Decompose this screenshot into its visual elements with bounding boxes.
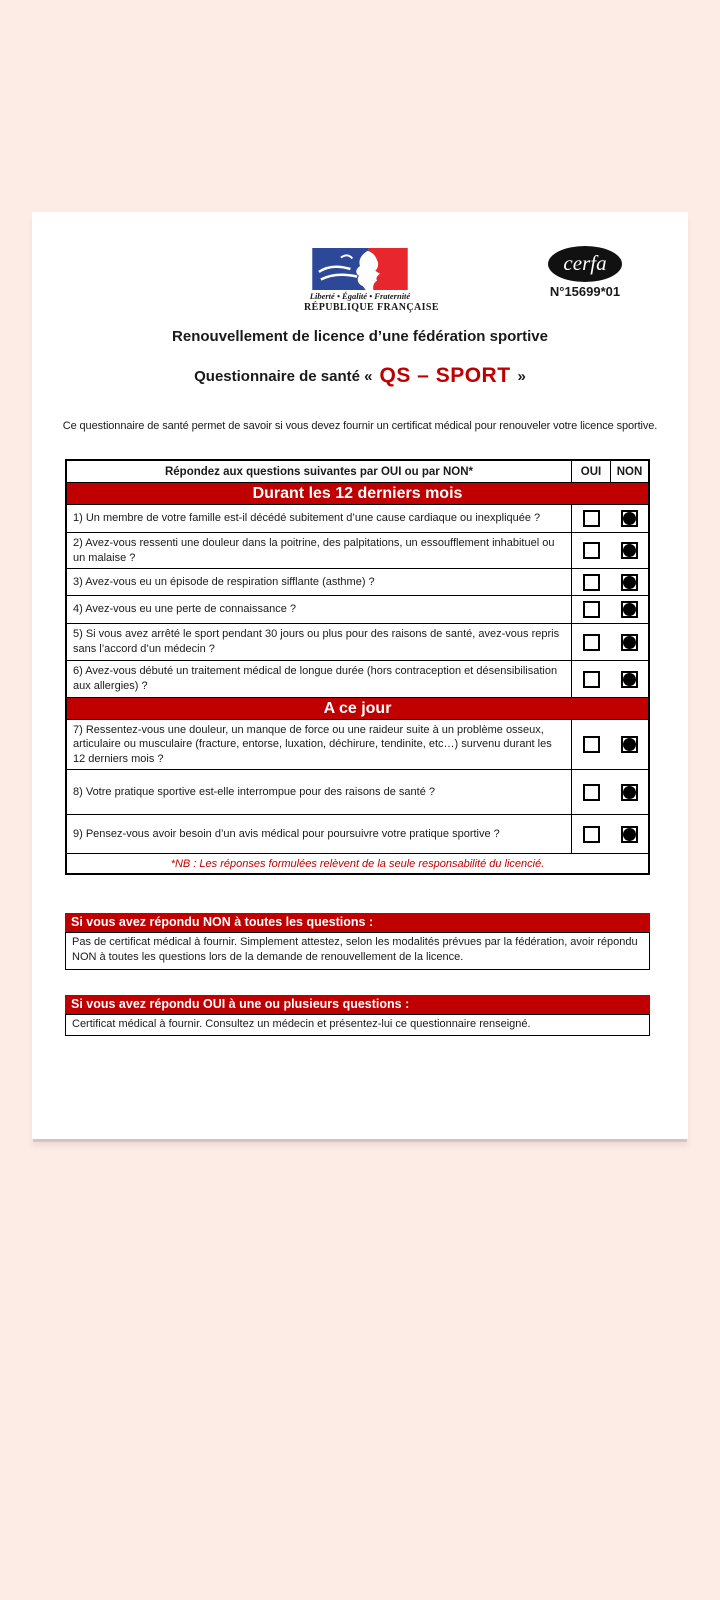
question-text: 9) Pensez-vous avoir besoin d’un avis médical pour poursuivre votre pratique sportive ? xyxy=(73,827,500,840)
checkbox-oui-q8[interactable] xyxy=(583,784,600,801)
question-text: 3) Avez-vous eu un épisode de respiration sifflante (asthme) ? xyxy=(73,575,375,588)
check-dot-icon xyxy=(623,544,636,557)
column-header-non: NON xyxy=(610,461,648,482)
result-oui-title: Si vous avez répondu OUI à une ou plusieurs questions : xyxy=(65,995,650,1014)
answer-cells xyxy=(571,815,648,853)
checkbox-oui-q1[interactable] xyxy=(583,510,600,527)
checkbox-non-q6[interactable] xyxy=(621,671,638,688)
republique-motto: Liberté • Égalité • Fraternité xyxy=(309,291,411,301)
question-text: 8) Votre pratique sportive est-elle interrompue pour des raisons de santé ? xyxy=(73,785,435,798)
result-oui-body: Certificat médical à fournir. Consultez un médecin et présentez-lui ce questionnaire renseigné. xyxy=(65,1014,650,1036)
question-text: 6) Avez-vous débuté un traitement médical de longue durée (hors contraception et désensibilisation aux allergies) ? xyxy=(73,665,558,692)
answer-cells xyxy=(571,720,648,769)
page-subtitle xyxy=(32,364,688,388)
cerfa-logo-text: cerfa xyxy=(563,250,607,275)
result-box-oui xyxy=(65,995,650,1036)
subtitle-highlight: QS – SPORT xyxy=(379,364,511,387)
check-dot-icon xyxy=(623,636,636,649)
checkbox-oui-q9[interactable] xyxy=(583,826,600,843)
check-dot-icon xyxy=(623,673,636,686)
marianne-flag-icon xyxy=(312,248,408,290)
table-footnote: *NB : Les réponses formulées relèvent de la seule responsabilité du licencié. xyxy=(67,853,648,873)
checkbox-non-q5[interactable] xyxy=(621,634,638,651)
table-row xyxy=(67,532,648,568)
page-title: Renouvellement de licence d’une fédération sportive xyxy=(172,328,548,345)
table-row xyxy=(67,623,648,660)
check-dot-icon xyxy=(623,576,636,589)
checkbox-oui-q4[interactable] xyxy=(583,601,600,618)
table-row xyxy=(67,719,648,769)
checkbox-non-q7[interactable] xyxy=(621,736,638,753)
cerfa-logo-icon xyxy=(548,246,622,282)
check-dot-icon xyxy=(623,828,636,841)
result-box-non xyxy=(65,913,650,970)
checkbox-oui-q2[interactable] xyxy=(583,542,600,559)
column-header-oui: OUI xyxy=(571,461,610,482)
table-row xyxy=(67,595,648,623)
question-text: 5) Si vous avez arrêté le sport pendant 30 jours ou plus pour des raisons de santé, avez-vous repris sans l’accord d’un médecin ? xyxy=(73,628,560,655)
document-page xyxy=(32,212,688,1139)
checkbox-oui-q3[interactable] xyxy=(583,574,600,591)
checkbox-non-q2[interactable] xyxy=(621,542,638,559)
answer-cells xyxy=(571,596,648,623)
question-text: 1) Un membre de votre famille est-il décédé subitement d’une cause cardiaque ou inexpliquée ? xyxy=(73,512,541,525)
checkbox-non-q8[interactable] xyxy=(621,784,638,801)
check-dot-icon xyxy=(623,738,636,751)
intro-text: Ce questionnaire de santé permet de savoir si vous devez fournir un certificat médical pour renouveler votre licence sportive. xyxy=(62,420,658,432)
answer-cells xyxy=(571,533,648,568)
table-row xyxy=(67,660,648,697)
subtitle-suffix: » xyxy=(517,367,526,385)
table-row xyxy=(67,814,648,853)
checkbox-oui-q5[interactable] xyxy=(583,634,600,651)
checkbox-non-q4[interactable] xyxy=(621,601,638,618)
check-dot-icon xyxy=(623,603,636,616)
checkbox-non-q1[interactable] xyxy=(621,510,638,527)
answer-cells xyxy=(571,770,648,814)
questionnaire-table xyxy=(65,459,650,875)
result-non-title: Si vous avez répondu NON à toutes les questions : xyxy=(65,913,650,932)
question-text: 7) Ressentez-vous une douleur, un manque de force ou une raideur suite à un problème osseux, articulaire ou musculaire (fracture, entorse, luxation, déchirure, tendinite, etc…) survenu durant les 12 derniers mois ? xyxy=(73,723,552,765)
question-text: 4) Avez-vous eu une perte de connaissance ? xyxy=(73,603,297,616)
checkbox-oui-q6[interactable] xyxy=(583,671,600,688)
checkbox-oui-q7[interactable] xyxy=(583,736,600,753)
question-text: 2) Avez-vous ressenti une douleur dans la poitrine, des palpitations, un essoufflement inhabituel ou un malaise ? xyxy=(73,536,555,564)
table-row xyxy=(67,504,648,532)
answer-cells xyxy=(571,505,648,532)
section-banner-today: A ce jour xyxy=(67,697,648,719)
answer-cells xyxy=(571,569,648,595)
table-row xyxy=(67,568,648,595)
checkbox-non-q3[interactable] xyxy=(621,574,638,591)
section-banner-12-months: Durant les 12 derniers mois xyxy=(67,482,648,504)
republique-name: RÉPUBLIQUE FRANÇAISE xyxy=(304,302,439,313)
result-non-body: Pas de certificat médical à fournir. Simplement attestez, selon les modalités prévues par la fédération, avoir répondu NON à toutes les questions lors de la demande de renouvellement de la licence. xyxy=(65,932,650,970)
table-row xyxy=(67,769,648,814)
check-dot-icon xyxy=(623,786,636,799)
table-header-row xyxy=(67,461,648,482)
check-dot-icon xyxy=(623,512,636,525)
answer-cells xyxy=(571,661,648,697)
answer-cells xyxy=(571,624,648,660)
cerfa-block xyxy=(542,246,628,299)
subtitle-prefix: Questionnaire de santé « xyxy=(194,367,373,385)
cerfa-number: N°15699*01 xyxy=(549,284,621,299)
republique-francaise-logo xyxy=(304,248,439,313)
checkbox-non-q9[interactable] xyxy=(621,826,638,843)
table-instruction: Répondez aux questions suivantes par OUI ou par NON* xyxy=(164,465,473,478)
